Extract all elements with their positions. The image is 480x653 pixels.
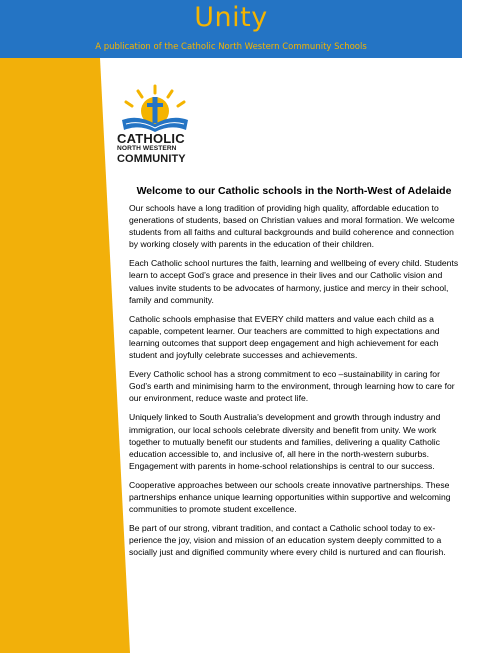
gold-sidebar-band: [0, 58, 130, 653]
article-heading: Welcome to our Catholic schools in the North-West of Adelaide: [136, 185, 452, 197]
logo-line-community: COMMUNITY: [117, 152, 186, 165]
publication-title: Unity: [194, 2, 268, 33]
article-paragraph: Our schools have a long tradition of providing high quality, affordable education to generations of students, based on Christian values and moral formation. We welcome students from all faiths and cultural backgrounds and build coherence and connection by working closely with parents in the education of their children.: [129, 203, 455, 250]
masthead: [0, 0, 462, 58]
article-paragraph: Each Catholic school nurtures the faith, learning and wellbeing of every child. Students learn to accept God’s grace and presence in their lives and our Catholic vision and values invite students to be advocates of harmony, justice and mercy in their school, family and community.: [129, 258, 459, 305]
article-paragraph: Catholic schools emphasise that EVERY child matters and value each child as a capable, competent learner. Our teachers are committed to high expectations and learning outcomes that support deep engagement and high achievement for each student and joyfully celebrate successes and achievements.: [129, 313, 440, 361]
article-paragraph: Be part of our strong, vibrant tradition, and contact a Catholic school today to ex-perience the joy, vision and mission of an education system deeply committed to a socially just and dignified community where every child is nurtured and can flourish.: [129, 523, 446, 558]
article-paragraph: Cooperative approaches between our schools create innovative partnerships. These partnerships enhance unique learning opportunities within supportive and welcoming communities to promote student excellence.: [129, 479, 451, 515]
logo-line-catholic: CATHOLIC: [117, 131, 185, 146]
publication-subtitle: A publication of the Catholic North Western Community Schools: [95, 42, 367, 52]
article-body: [129, 185, 459, 565]
logo-wordmark: [117, 132, 197, 165]
article-paragraph: Every Catholic school has a strong commitment to eco –sustainability in caring for God’s earth and minimising harm to the environment, through learning how to care for our environment, reduce waste and protect life.: [129, 369, 455, 404]
logo-line-north-western: NORTH WESTERN: [117, 145, 177, 152]
article-paragraph: Uniquely linked to South Australia’s development and growth through industry and immigration, our local schools celebrate diversity and benefit from unity. We work together to mutually benefit our students and families, delivering a quality Catholic education accessible to, and inclusive of, all here in the north-western suburbs. Engagement with parents in home-school relationships is central to our success.: [129, 412, 441, 471]
